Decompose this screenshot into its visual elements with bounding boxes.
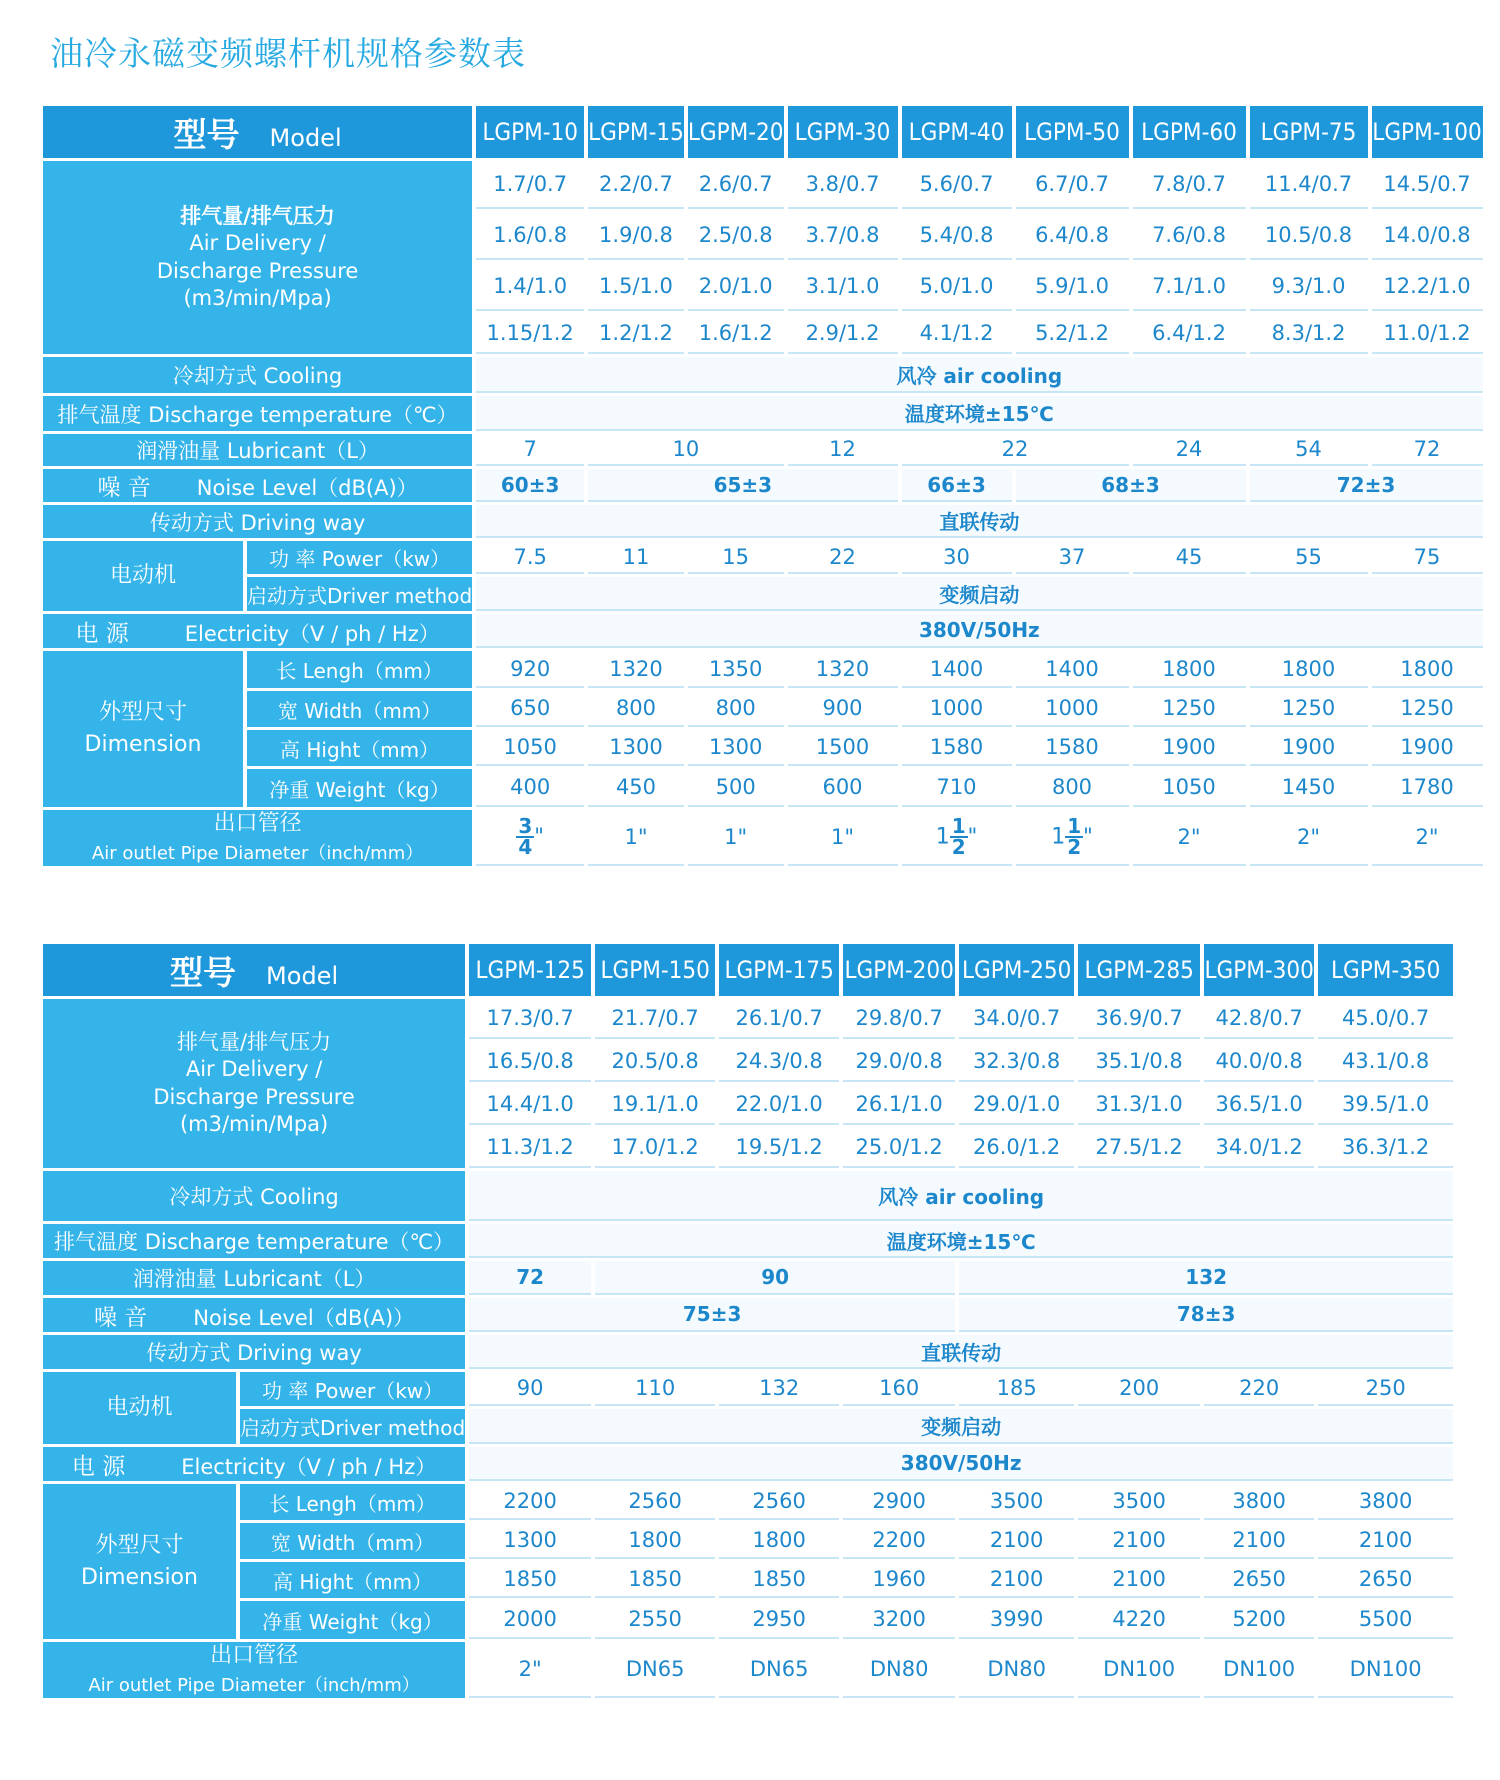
air-value: 22.0/1.0 [719,1085,839,1125]
air-label-en-2: Discharge Pressure [153,1084,355,1109]
height-value: 1300 [688,730,784,766]
pipe-fraction [950,813,968,859]
air-value: 26.0/1.2 [959,1128,1074,1168]
inch-mark: " [967,823,978,848]
air-value: 24.3/0.8 [719,1042,839,1082]
length-value: 3500 [959,1484,1074,1520]
model-name: LGPM-10 [476,106,584,158]
pipe-value: DN100 [1204,1642,1314,1698]
electricity-value: 380V/50Hz [476,614,1482,648]
air-value: 2.2/0.7 [588,161,684,209]
model-name: LGPM-250 [959,944,1074,996]
model-name: LGPM-200 [843,944,955,996]
air-value: 1.5/1.0 [588,263,684,311]
air-label-en-3: (m3/min/Mpa) [183,285,332,310]
power-value: 22 [788,541,898,574]
air-value: 3.1/1.0 [788,263,898,311]
weight-value: 1050 [1133,769,1246,807]
width-value: 650 [476,691,584,727]
air-value: 2.9/1.2 [788,314,898,354]
length-value: 3500 [1078,1484,1200,1520]
weight-value: 3990 [959,1601,1074,1639]
model-name: LGPM-40 [902,106,1012,158]
model-label-cn: 型号 [170,952,237,992]
lubricant-value: 132 [959,1261,1453,1295]
air-value: 12.2/1.0 [1372,263,1483,311]
weight-value: 500 [688,769,784,807]
length-value: 3800 [1204,1484,1314,1520]
height-value: 2100 [959,1562,1074,1598]
driver-label: 启动方式Driver method [240,1409,465,1444]
air-value: 14.5/0.7 [1372,161,1483,209]
length-value: 2560 [719,1484,839,1520]
weight-value: 5200 [1204,1601,1314,1639]
width-value: 900 [788,691,898,727]
pipe-whole: 1 [1051,824,1066,850]
air-value: 36.9/0.7 [1078,999,1200,1039]
power-value: 15 [688,541,784,574]
air-value: 4.1/1.2 [902,314,1012,354]
model-name: LGPM-15 [588,106,684,158]
width-value: 1300 [469,1523,591,1559]
air-value: 6.4/0.8 [1016,212,1129,260]
lubricant-value: 54 [1250,434,1368,466]
air-value: 25.0/1.2 [843,1128,955,1168]
height-value: 1960 [843,1562,955,1598]
weight-value: 5500 [1318,1601,1453,1639]
air-label-cn: 排气量/排气压力 [180,203,335,228]
frac-den: 2 [951,834,966,859]
weight-label: 净重 Weight（kg） [240,1601,465,1639]
dimension-label-en: Dimension [81,1564,198,1590]
height-value: 1300 [588,730,684,766]
lubricant-value: 90 [595,1261,955,1295]
model-label-en: Model [266,961,339,990]
pipe-value: 1" [588,810,684,866]
model-name: LGPM-100 [1372,106,1483,158]
air-value: 16.5/0.8 [469,1042,591,1082]
weight-value: 2000 [469,1601,591,1639]
noise-value: 66±3 [902,469,1012,502]
driving-value: 直联传动 [469,1335,1453,1369]
air-value: 1.9/0.8 [588,212,684,260]
air-value: 1.7/0.7 [476,161,584,209]
air-value: 5.4/0.8 [902,212,1012,260]
noise-value: 68±3 [1016,469,1246,502]
pipe-value: DN65 [595,1642,715,1698]
air-value: 17.0/1.2 [595,1128,715,1168]
air-value: 21.7/0.7 [595,999,715,1039]
cooling-label: 冷却方式 Cooling [43,357,472,393]
width-value: 1250 [1372,691,1483,727]
height-value: 1580 [902,730,1012,766]
air-value: 17.3/0.7 [469,999,591,1039]
lubricant-value: 24 [1133,434,1246,466]
width-value: 1000 [1016,691,1129,727]
air-value: 35.1/0.8 [1078,1042,1200,1082]
height-value: 1900 [1372,730,1483,766]
motor-label: 电动机 [43,1372,236,1444]
discharge-temp-label: 排气温度 Discharge temperature（℃） [43,396,472,431]
pipe-value: 2" [1133,810,1246,866]
electricity-label [43,1447,465,1481]
pipe-value: 2" [1372,810,1483,866]
lubricant-value: 22 [902,434,1129,466]
cooling-value: 风冷 air cooling [476,357,1482,393]
length-value: 2200 [469,1484,591,1520]
model-name: LGPM-125 [469,944,591,996]
power-value: 90 [469,1372,591,1406]
model-header [43,106,472,158]
weight-value: 2950 [719,1601,839,1639]
air-value: 5.2/1.2 [1016,314,1129,354]
pipe-label-cn: 出口管径 [213,811,302,836]
length-value: 1800 [1133,651,1246,688]
noise-value: 60±3 [476,469,584,502]
air-delivery-label [43,161,472,354]
air-value: 3.8/0.7 [788,161,898,209]
pipe-label-en: Air outlet Pipe Diameter（inch/mm） [88,1674,420,1696]
page-title: 油冷永磁变频螺杆机规格参数表 [50,34,526,73]
width-value: 800 [688,691,784,727]
height-value: 1900 [1133,730,1246,766]
power-value: 160 [843,1372,955,1406]
power-label: 功 率 Power（kw） [240,1372,465,1406]
electricity-value: 380V/50Hz [469,1447,1453,1481]
noise-value: 78±3 [959,1298,1453,1332]
pipe-fraction [1065,813,1083,859]
electricity-label-en: Electricity（V / ph / Hz） [181,1454,437,1479]
noise-value: 75±3 [469,1298,955,1332]
air-value: 29.0/1.0 [959,1085,1074,1125]
power-value: 250 [1318,1372,1453,1406]
air-value: 36.5/1.0 [1204,1085,1314,1125]
width-value: 2100 [1318,1523,1453,1559]
driver-value: 变频启动 [469,1409,1453,1444]
width-value: 1250 [1133,691,1246,727]
pipe-label [43,810,472,866]
weight-value: 400 [476,769,584,807]
height-value: 1500 [788,730,898,766]
width-value: 1800 [719,1523,839,1559]
weight-value: 1780 [1372,769,1483,807]
air-value: 9.3/1.0 [1250,263,1368,311]
air-label-en-2: Discharge Pressure [156,258,359,283]
pipe-value [476,810,584,866]
power-value: 220 [1204,1372,1314,1406]
model-name: LGPM-50 [1016,106,1129,158]
air-value: 11.4/0.7 [1250,161,1368,209]
discharge-temp-value: 温度环境±15℃ [469,1224,1453,1258]
width-value: 2200 [843,1523,955,1559]
noise-label [43,469,472,502]
air-value: 26.1/0.7 [719,999,839,1039]
driving-label: 传动方式 Driving way [43,1335,465,1369]
lubricant-label: 润滑油量 Lubricant（L） [43,434,472,466]
width-label: 宽 Width（mm） [247,691,472,727]
air-value: 8.3/1.2 [1250,314,1368,354]
air-delivery-label [43,999,465,1168]
dimension-label-cn: 外型尺寸 [95,1532,184,1558]
height-value: 1050 [476,730,584,766]
cooling-value: 风冷 air cooling [469,1171,1453,1221]
electricity-label-en: Electricity（V / ph / Hz） [184,621,440,646]
pipe-value: 1" [688,810,784,866]
frac-den: 2 [1067,834,1082,859]
air-value: 5.0/1.0 [902,263,1012,311]
air-value: 7.6/0.8 [1133,212,1246,260]
model-name: LGPM-75 [1250,106,1368,158]
air-value: 29.0/0.8 [843,1042,955,1082]
model-name: LGPM-300 [1204,944,1314,996]
pipe-value: 2" [1250,810,1368,866]
air-value: 14.4/1.0 [469,1085,591,1125]
air-value: 7.8/0.7 [1133,161,1246,209]
width-value: 2100 [1078,1523,1200,1559]
power-value: 45 [1133,541,1246,574]
pipe-label-cn: 出口管径 [210,1643,299,1668]
air-value: 5.9/1.0 [1016,263,1129,311]
height-value: 1850 [719,1562,839,1598]
power-value: 200 [1078,1372,1200,1406]
weight-value: 2550 [595,1601,715,1639]
electricity-label-cn: 电 源 [71,1453,126,1480]
air-label-cn: 排气量/排气压力 [177,1029,332,1054]
model-header [43,944,465,996]
width-value: 2100 [1204,1523,1314,1559]
air-value: 10.5/0.8 [1250,212,1368,260]
air-value: 11.0/1.2 [1372,314,1483,354]
air-value: 32.3/0.8 [959,1042,1074,1082]
discharge-temp-label: 排气温度 Discharge temperature（℃） [43,1224,465,1258]
air-value: 14.0/0.8 [1372,212,1483,260]
lubricant-value: 72 [469,1261,591,1295]
air-value: 1.2/1.2 [588,314,684,354]
pipe-value: DN80 [959,1642,1074,1698]
air-value: 2.5/0.8 [688,212,784,260]
model-label-en: Model [269,123,342,152]
model-name: LGPM-175 [719,944,839,996]
length-value: 1800 [1250,651,1368,688]
height-label: 高 Hight（mm） [240,1562,465,1598]
weight-value: 4220 [1078,1601,1200,1639]
air-value: 20.5/0.8 [595,1042,715,1082]
power-value: 30 [902,541,1012,574]
noise-label-cn: 噪 音 [97,475,151,501]
power-value: 132 [719,1372,839,1406]
air-value: 27.5/1.2 [1078,1128,1200,1168]
power-value: 37 [1016,541,1129,574]
noise-label-en: Noise Level（dB(A)） [196,476,418,500]
model-name: LGPM-150 [595,944,715,996]
air-value: 2.6/0.7 [688,161,784,209]
height-value: 1900 [1250,730,1368,766]
air-value: 1.15/1.2 [476,314,584,354]
length-label: 长 Lengh（mm） [247,651,472,688]
pipe-fraction [516,813,534,859]
weight-value: 450 [588,769,684,807]
driving-value: 直联传动 [476,505,1482,538]
pipe-label [43,1642,465,1698]
length-value: 2560 [595,1484,715,1520]
weight-value: 600 [788,769,898,807]
model-name: LGPM-350 [1318,944,1453,996]
length-value: 1320 [788,651,898,688]
pipe-value: DN80 [843,1642,955,1698]
length-label: 长 Lengh（mm） [240,1484,465,1520]
length-value: 1350 [688,651,784,688]
pipe-value [902,810,1012,866]
model-name: LGPM-285 [1078,944,1200,996]
length-value: 3800 [1318,1484,1453,1520]
motor-label: 电动机 [43,541,243,611]
width-value: 1800 [595,1523,715,1559]
air-value: 11.3/1.2 [469,1128,591,1168]
width-value: 1250 [1250,691,1368,727]
driver-label: 启动方式Driver method [247,577,472,611]
air-value: 26.1/1.0 [843,1085,955,1125]
pipe-whole: 1 [935,824,950,850]
spec-table-1 [39,103,1487,869]
noise-label-cn: 噪 音 [93,1304,148,1331]
length-value: 2900 [843,1484,955,1520]
driver-value: 变频启动 [476,577,1482,611]
spec-table-2 [39,941,1457,1701]
inch-mark: " [534,823,544,848]
electricity-label [43,614,472,648]
height-value: 1850 [595,1562,715,1598]
electricity-label-cn: 电 源 [75,620,129,647]
weight-value: 3200 [843,1601,955,1639]
air-value: 43.1/0.8 [1318,1042,1453,1082]
power-value: 110 [595,1372,715,1406]
air-value: 2.0/1.0 [688,263,784,311]
lubricant-value: 10 [588,434,783,466]
lubricant-label: 润滑油量 Lubricant（L） [43,1261,465,1295]
height-value: 2650 [1204,1562,1314,1598]
frac-den: 4 [518,834,533,859]
weight-value: 800 [1016,769,1129,807]
width-value: 1000 [902,691,1012,727]
frac-num: 3 [518,813,533,838]
air-value: 34.0/0.7 [959,999,1074,1039]
length-value: 920 [476,651,584,688]
frac-num: 1 [951,813,966,838]
width-value: 2100 [959,1523,1074,1559]
pipe-value: DN65 [719,1642,839,1698]
dimension-label-cn: 外型尺寸 [98,700,187,726]
width-value: 800 [588,691,684,727]
cooling-label: 冷却方式 Cooling [43,1171,465,1221]
height-value: 2100 [1078,1562,1200,1598]
air-value: 19.1/1.0 [595,1085,715,1125]
length-value: 1800 [1372,651,1483,688]
model-name: LGPM-30 [788,106,898,158]
air-value: 1.6/1.2 [688,314,784,354]
pipe-value: DN100 [1078,1642,1200,1698]
air-value: 7.1/1.0 [1133,263,1246,311]
lubricant-value: 7 [476,434,584,466]
air-label-en-1: Air Delivery / [189,231,326,256]
frac-num: 1 [1067,813,1082,838]
air-value: 45.0/0.7 [1318,999,1453,1039]
dimension-label [43,1484,236,1639]
weight-value: 1450 [1250,769,1368,807]
air-value: 29.8/0.7 [843,999,955,1039]
air-value: 6.7/0.7 [1016,161,1129,209]
air-value: 19.5/1.2 [719,1128,839,1168]
air-value: 6.4/1.2 [1133,314,1246,354]
power-value: 75 [1372,541,1483,574]
pipe-value: DN100 [1318,1642,1453,1698]
model-name: LGPM-60 [1133,106,1246,158]
noise-value: 65±3 [588,469,897,502]
weight-value: 710 [902,769,1012,807]
air-label-en-3: (m3/min/Mpa) [179,1111,329,1136]
power-label: 功 率 Power（kw） [247,541,472,574]
width-label: 宽 Width（mm） [240,1523,465,1559]
length-value: 1400 [902,651,1012,688]
air-value: 1.6/0.8 [476,212,584,260]
height-value: 1850 [469,1562,591,1598]
air-value: 3.7/0.8 [788,212,898,260]
air-value: 40.0/0.8 [1204,1042,1314,1082]
discharge-temp-value: 温度环境±15℃ [476,396,1482,431]
lubricant-value: 72 [1372,434,1483,466]
power-value: 55 [1250,541,1368,574]
dimension-label [43,651,243,807]
height-value: 1580 [1016,730,1129,766]
pipe-value [1016,810,1129,866]
air-value: 31.3/1.0 [1078,1085,1200,1125]
inch-mark: " [1083,823,1093,848]
air-value: 39.5/1.0 [1318,1085,1453,1125]
length-value: 1320 [588,651,684,688]
length-value: 1400 [1016,651,1129,688]
noise-value: 72±3 [1250,469,1483,502]
pipe-value: 1" [788,810,898,866]
lubricant-value: 12 [788,434,898,466]
air-value: 42.8/0.7 [1204,999,1314,1039]
weight-label: 净重 Weight（kg） [247,769,472,807]
height-label: 高 Hight（mm） [247,730,472,766]
driving-label: 传动方式 Driving way [43,505,472,538]
pipe-label-en: Air outlet Pipe Diameter（inch/mm） [91,842,424,864]
noise-label-en: Noise Level（dB(A)） [193,1305,415,1330]
air-value: 5.6/0.7 [902,161,1012,209]
air-label-en-1: Air Delivery / [185,1057,323,1082]
model-label-cn: 型号 [173,114,240,154]
power-value: 7.5 [476,541,584,574]
model-name: LGPM-20 [688,106,784,158]
power-value: 185 [959,1372,1074,1406]
pipe-value: 2" [469,1642,591,1698]
air-value: 36.3/1.2 [1318,1128,1453,1168]
power-value: 11 [588,541,684,574]
noise-label [43,1298,465,1332]
height-value: 2650 [1318,1562,1453,1598]
air-value: 1.4/1.0 [476,263,584,311]
air-value: 34.0/1.2 [1204,1128,1314,1168]
dimension-label-en: Dimension [84,732,202,757]
